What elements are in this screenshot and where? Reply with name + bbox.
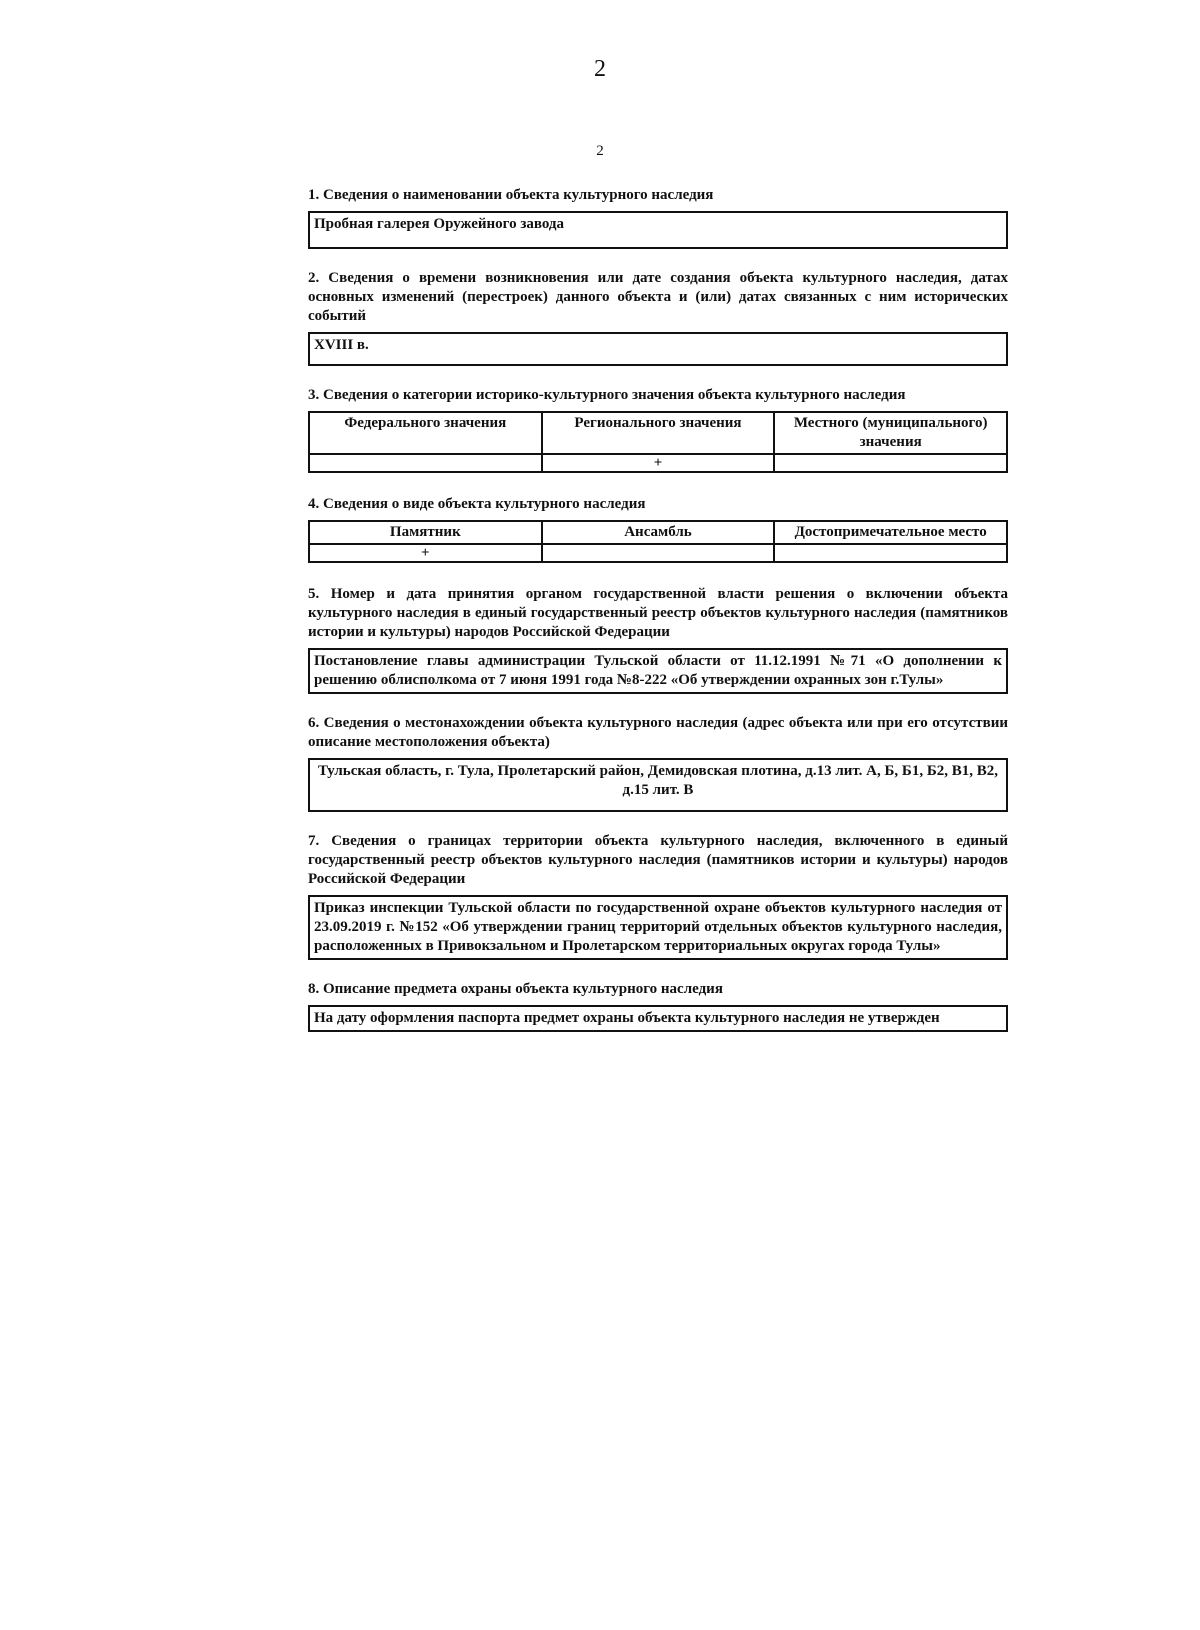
type-monument-mark: + [309,544,542,562]
type-table [308,520,1008,563]
category-federal-header: Федерального значения [309,412,542,454]
category-regional-mark: + [542,454,775,472]
location-field: Тульская область, г. Тула, Пролетарский район, Демидовская плотина, д.13 лит. А, Б, Б1, Б2, В1, В2, д.15 лит. В [308,758,1008,812]
territory-boundaries-field: Приказ инспекции Тульской области по государственной охране объектов культурного наследия от 23.09.2019 г. №152 «Об утверждении границ территорий отдельных объектов культурного наследия, расположенных в Привокзальном и Пролетарском территориальных округах города Тулы» [308,895,1008,960]
section1-heading: 1. Сведения о наименовании объекта культурного наследия [308,187,714,203]
section2-heading: 2. Сведения о времени возникновения или дате создания объекта культурного наследия, датах основных изменений (перестроек) данного объекта и (или) датах связанных с ним исторических событий [308,270,1008,324]
type-monument-header: Памятник [309,521,542,544]
section6-heading: 6. Сведения о местонахождении объекта культурного наследия (адрес объекта или при его отсутствии описание местоположения объекта) [308,715,1008,750]
category-regional-header: Регионального значения [542,412,775,454]
section3-heading: 3. Сведения о категории историко-культурного значения объекта культурного наследия [308,387,906,403]
type-ensemble-header: Ансамбль [542,521,775,544]
type-landmark-mark [774,544,1007,562]
section7-heading: 7. Сведения о границах территории объекта культурного наследия, включенного в единый государственный реестр объектов культурного наследия (памятников истории и культуры) народов Российской Федерации [308,833,1008,887]
inner-page-number: 2 [596,143,604,159]
passport-document [308,186,1008,1052]
category-federal-mark [309,454,542,472]
type-ensemble-mark [542,544,775,562]
section5-heading: 5. Номер и дата принятия органом государственной власти решения о включении объекта культурного наследия в единый государственный реестр объектов культурного наследия (памятников истории и культуры) народов Российской Федерации [308,586,1008,640]
type-landmark-header: Достопримечательное место [774,521,1007,544]
registry-decision-field: Постановление главы администрации Тульской области от 11.12.1991 №71 «О дополнении к решению облисполкома от 7 июня 1991 года №8-222 «Об утверждении охранных зон г.Тулы» [308,648,1008,694]
category-table [308,411,1008,473]
page-number: 2 [594,56,606,82]
category-local-header: Местного (муниципального) значения [774,412,1007,454]
category-local-mark [774,454,1007,472]
section8-heading: 8. Описание предмета охраны объекта культурного наследия [308,981,723,997]
protection-subject-field: На дату оформления паспорта предмет охраны объекта культурного наследия не утвержден [308,1005,1008,1032]
creation-date-field: XVIII в. [308,332,1008,366]
section4-heading: 4. Сведения о виде объекта культурного наследия [308,496,646,512]
object-name-field: Пробная галерея Оружейного завода [308,211,1008,249]
